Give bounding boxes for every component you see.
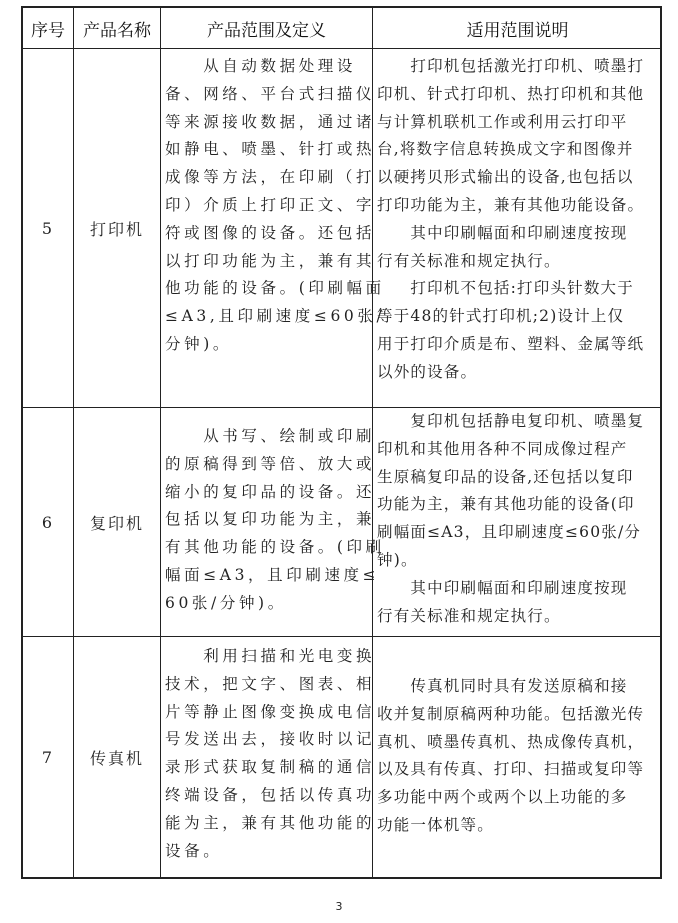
row-scope: 打印机包括激光打印机、喷墨打 印机、针式打印机、热打印机和其他 与计算机联机工作或利用云打印平 台,将数字信息转换成文字和图像并 以硬拷贝形式输出的设备,也包括以 打印功能为主，兼有其他功能设备。 其中印刷幅面和印刷速度按现 行有关标准和规定执行。 打印机不包括:打印头针数大于 等于48的针式打印机;2)设计上仅 用于打印介质是布、塑料、金属等纸 以外的设备。 bbox=[377, 57, 645, 381]
row-definition: 从自动数据处理设 备、网络、平台式扫描仪 等来源接收数据，通过诸 如静电、喷墨、针打或热 成像等方法，在印刷（打 印）介质上打印正文、字 符或图像的设备。还包括 以打印功能为主，兼有其 他功能的设备。(印刷幅面 ≤A3,且印刷速度≤60张/ 分钟)。 bbox=[165, 57, 386, 353]
row-serial-no: 6 bbox=[41, 512, 55, 532]
row-scope: 传真机同时具有发送原稿和接 收并复制原稿两种功能。包括激光传 真机、喷墨传真机、热成像传真机， 以及具有传真、打印、扫描或复印等 多功能中两个或两个以上功能的多 功能一体机等。 bbox=[377, 677, 645, 834]
row-product-name: 打印机 bbox=[89, 219, 144, 239]
row-product-name: 复印机 bbox=[89, 513, 144, 533]
header-scope-description: 适用范围说明 bbox=[466, 21, 569, 41]
row-serial-no: 7 bbox=[41, 747, 55, 767]
row-product-name: 传真机 bbox=[89, 748, 144, 768]
row-scope: 复印机包括静电复印机、喷墨复 印机和其他用各种不同成像过程产 生原稿复印品的设备,还包括以复印 功能为主，兼有其他功能的设备(印 刷幅面≤A3，且印刷速度≤60张/分 钟)。 其中印刷幅面和印刷速度按现 行有关标准和规定执行。 bbox=[377, 412, 645, 625]
row-definition: 利用扫描和光电变换 技术，把文字、图表、相 片等静止图像变换成电信 号发送出去，接收时以记 录形式获取复制稿的通信 终端设备，包括以传真功 能为主，兼有其他功能的 设备。 bbox=[165, 647, 376, 860]
row-serial-no: 5 bbox=[41, 218, 55, 238]
header-serial-no: 序号 bbox=[31, 21, 65, 41]
page-number: 3 bbox=[335, 900, 343, 913]
product-scope-table bbox=[21, 6, 662, 879]
header-product-definition: 产品范围及定义 bbox=[207, 21, 326, 41]
header-product-name: 产品名称 bbox=[83, 21, 151, 41]
row-definition: 从书写、绘制或印刷 的原稿得到等倍、放大或 缩小的复印品的设备。还 包括以复印功能为主，兼 有其他功能的设备。(印刷 幅面≤A3，且印刷速度≤ 60张/分钟)。 bbox=[165, 427, 385, 612]
column-divider bbox=[160, 8, 161, 877]
